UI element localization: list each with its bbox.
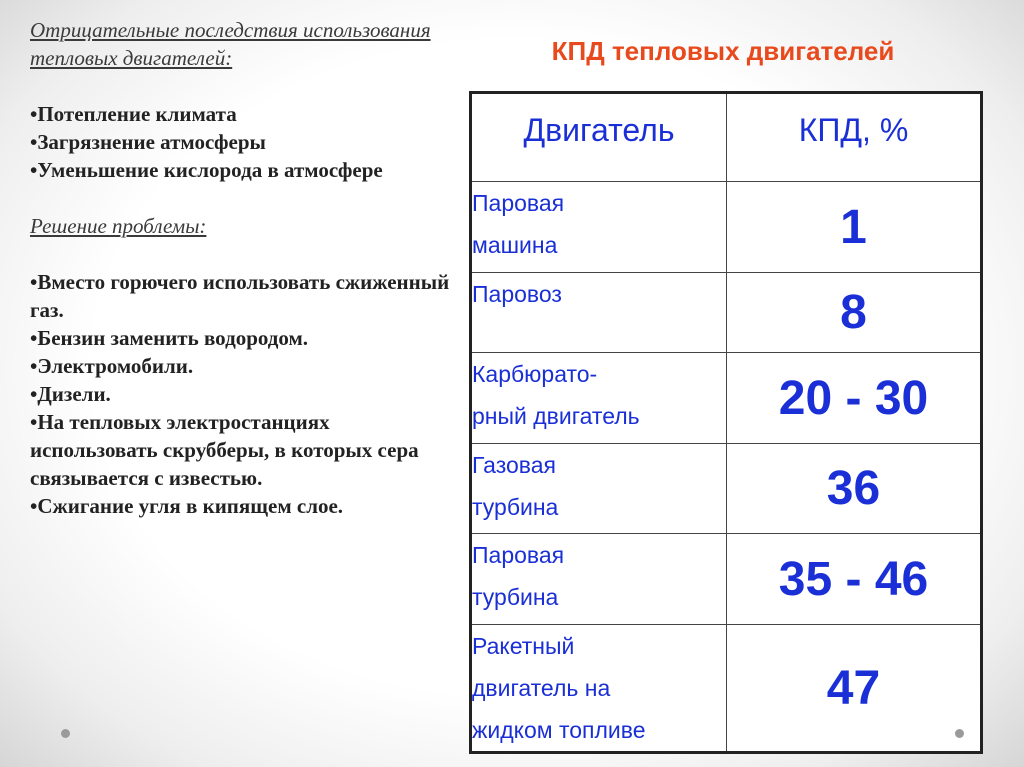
kpd-cell: 35 - 46 bbox=[727, 534, 982, 625]
engine-line: Ракетный bbox=[472, 633, 575, 659]
engine-line: турбина bbox=[472, 584, 559, 610]
kpd-cell: 47 bbox=[727, 625, 982, 753]
engine-line: Газовая bbox=[472, 452, 556, 478]
efficiency-table bbox=[469, 91, 983, 754]
table-row bbox=[471, 534, 982, 625]
engine-line: Паровоз bbox=[472, 281, 562, 307]
column-header-engine: Двигатель bbox=[471, 93, 727, 182]
list-item: •Потепление климата bbox=[30, 102, 237, 126]
list-item: •На тепловых электростанциях использовать скрубберы, в которых сера связывается с известью. bbox=[30, 410, 419, 490]
solution-heading: Решение проблемы: bbox=[30, 214, 207, 238]
list-item: •Электромобили. bbox=[30, 354, 194, 378]
table-row bbox=[471, 444, 982, 534]
list-item: •Уменьшение кислорода в атмосфере bbox=[30, 158, 383, 182]
list-item: •Дизели. bbox=[30, 382, 111, 406]
consequences-list bbox=[30, 100, 460, 184]
engine-line: Карбюрато- bbox=[472, 361, 598, 387]
list-item: •Сжигание угля в кипящем слое. bbox=[30, 494, 344, 518]
kpd-cell: 20 - 30 bbox=[727, 353, 982, 444]
kpd-cell: 8 bbox=[727, 273, 982, 353]
engine-cell bbox=[471, 353, 727, 444]
engine-line: турбина bbox=[472, 494, 559, 520]
list-item: •Вместо горючего использовать сжиженный газ. bbox=[30, 270, 450, 322]
left-text-block bbox=[30, 16, 460, 520]
table-row bbox=[471, 625, 982, 753]
column-header-kpd: КПД, % bbox=[727, 93, 982, 182]
engine-line: жидком топливе bbox=[472, 717, 646, 743]
engine-line: Паровая bbox=[472, 190, 565, 216]
table-title: КПД тепловых двигателей bbox=[551, 36, 895, 66]
engine-line: двигатель на bbox=[472, 675, 611, 701]
table-row bbox=[471, 353, 982, 444]
consequences-heading: Отрицательные последствия использования тепловых двигателей: bbox=[30, 18, 431, 70]
engine-line: рный двигатель bbox=[472, 403, 640, 429]
engine-cell bbox=[471, 625, 727, 753]
list-item: •Бензин заменить водородом. bbox=[30, 326, 309, 350]
decorative-dot-right bbox=[955, 729, 964, 738]
table-row bbox=[471, 273, 982, 353]
engine-line: машина bbox=[472, 232, 558, 258]
solutions-list bbox=[30, 268, 460, 520]
decorative-dot-left bbox=[61, 729, 70, 738]
list-item: •Загрязнение атмосферы bbox=[30, 130, 266, 154]
engine-cell bbox=[471, 444, 727, 534]
table-row bbox=[471, 182, 982, 273]
engine-cell bbox=[471, 273, 727, 353]
kpd-cell: 36 bbox=[727, 444, 982, 534]
engine-cell bbox=[471, 182, 727, 273]
engine-cell bbox=[471, 534, 727, 625]
engine-line: Паровая bbox=[472, 542, 565, 568]
kpd-cell: 1 bbox=[727, 182, 982, 273]
